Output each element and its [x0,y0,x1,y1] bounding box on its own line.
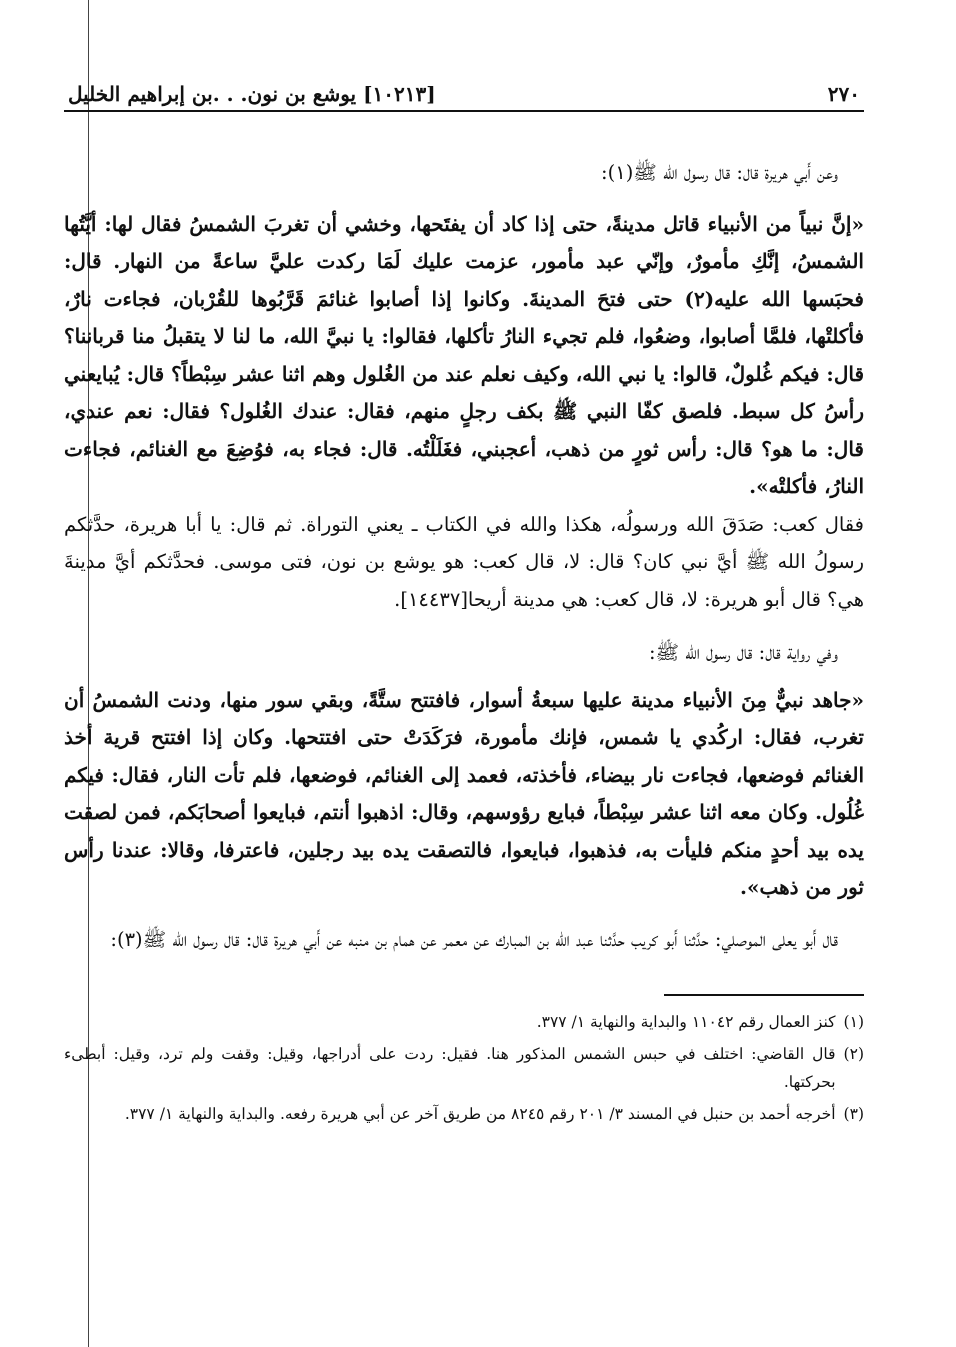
footnote-text: أخرجه أحمد بن حنبل في المسند ٣/ ٢٠١ رقم ٨٢٤٥ من طريق آخر عن أبي هريرة رفعه. والبداية والنهاية ١/ ٣٧٧. [124,1105,836,1123]
hadith-text-2: «جاهد نبيٌّ مِنَ الأنبياء مدينة عليها سبعةُ أسوار، فافتتح ستَّةً، وبقي سور منها، ودنت الشمسُ أن تغرب، فقال: اركُدي يا شمس، فإنك مأمورة، فرَكَدَتْ حتى افتتحها. وكان إذا افتتح قرية أخذ الغنائم فوضعها، فجاءت نار بيضاء، فأخذته، فعمد إلى الغنائم، فوضعها، فلم تأت النار، فقال: فيكم غُلُول. وكان معه اثنا عشر سِبْطاً، فبايع رؤوسهم، وقال: اذهبوا أنتم، فبايعوا أصحابَكم، فمن لصقت يده بيد أحدٍ منكم فليأت به، فذهبوا، فبايعوا، فالتصقت يده بيد رجلين، فاعترفا، وقالا: عندنا رأس ثور من ذهب». [64,687,864,899]
page-number: ٢٧٠ [827,82,860,106]
isnad-paragraph: قال أَبو يعلى الموصلي: حدَّثنا أَبو كريب حدَّثنا عبد الله بن المبارك عن معمر عن همام بن منبه عن أَبي هريرة قال: قال رسول الله ﷺ(٣): [110,927,838,951]
intro-line-2: وفي رواية قال: قال رسول الله ﷺ: [648,641,838,664]
footnotes [64,1008,864,1128]
footnote-item [64,1100,864,1128]
book-page [64,72,864,1322]
footnote-marker: (٣) [843,1105,864,1123]
footnote-marker: (٢) [843,1045,864,1063]
main-text [64,154,864,958]
footnote-text: كنز العمال رقم ١١٠٤٢ والبداية والنهاية ١/ ٣٧٧. [536,1013,836,1031]
page-header [64,72,864,112]
footnote-text: قال القاضي: اختلف في حبس الشمس المذكور هنا. فقيل: ردت على أدراجها، وقيل: وقفت ولم ترد، وقيل: أبطىء بحركتها. [64,1045,836,1091]
footnote-item [64,1008,864,1036]
intro-line-1: وعن أَبي هريرة قال: قال رسول الله ﷺ(١): [601,161,838,184]
footnote-marker: (١) [843,1013,864,1031]
kaab-commentary: فقال كعب: صَدَقَ الله ورسولُه، هكذا والله في الكتاب ـ يعني التوراة. ثم قال: يا أبا هريرة، حدَّثكم رسولُ الله ﷺ أيَّ نبي كان؟ قال: لا، قال كعب: هو يوشع بن نون، فتى موسى. فحدَّثكم أيَّ مدينةَ هي؟ قال أبو هريرة: لا، قال كعب: هي مدينة أريحا[١٤٤٣٧]. [64,512,864,611]
footnote-separator [664,994,864,996]
hadith-text-1: «إنَّ نبياً من الأنبياء قاتل مدينةً، حتى إذا كاد أن يفتَحها، وخشي أن تغربَ الشمسُ فقال لها: أيَّتُها الشمسُ، إنَّكِ مأمورٌ، وإنّي عبد مأمور، عزمت عليك لَمَا ركدت عليَّ ساعةً من النهار. قال: فحبَسها الله عليه(٢) حتى فتحَ المدينةَ. وكانوا إذا أصابوا غنائمَ قَرَّبُوها للقُرْبان، فجاءت نارٌ، فأكلتْها، فلمَّا أصابوا، وضعُوا، فلم تجيء النارُ تأكلها، فقالوا: يا نبيَّ الله، ما لنا لا يتقبلُ منا قرباننا؟ قال: فيكم غُلولٌ، قالوا: يا نبي الله، وكيف نعلم عند من الغُلول وهم اثنا عشر سِبْطاً؟ قال: يُبايعني رأسُ كل سبط. فلصق كفّا النبي ﷺ بكف رجلٍ منهم، فقال: عندك الغُلول؟ فقال: نعم عندي، قال: ما هو؟ قال: رأس ثورٍ من ذهب، أعجبني، فغَلَلْتُه. قال: فجاء به، فوُضِعَ مع الغنائم، فجاءت النارُ، فأكلتْه». [64,211,864,498]
running-head: [١٠٢١٣] يوشع بن نون. . .بن إبراهيم الخليل [68,82,436,106]
footnote-item [64,1040,864,1096]
